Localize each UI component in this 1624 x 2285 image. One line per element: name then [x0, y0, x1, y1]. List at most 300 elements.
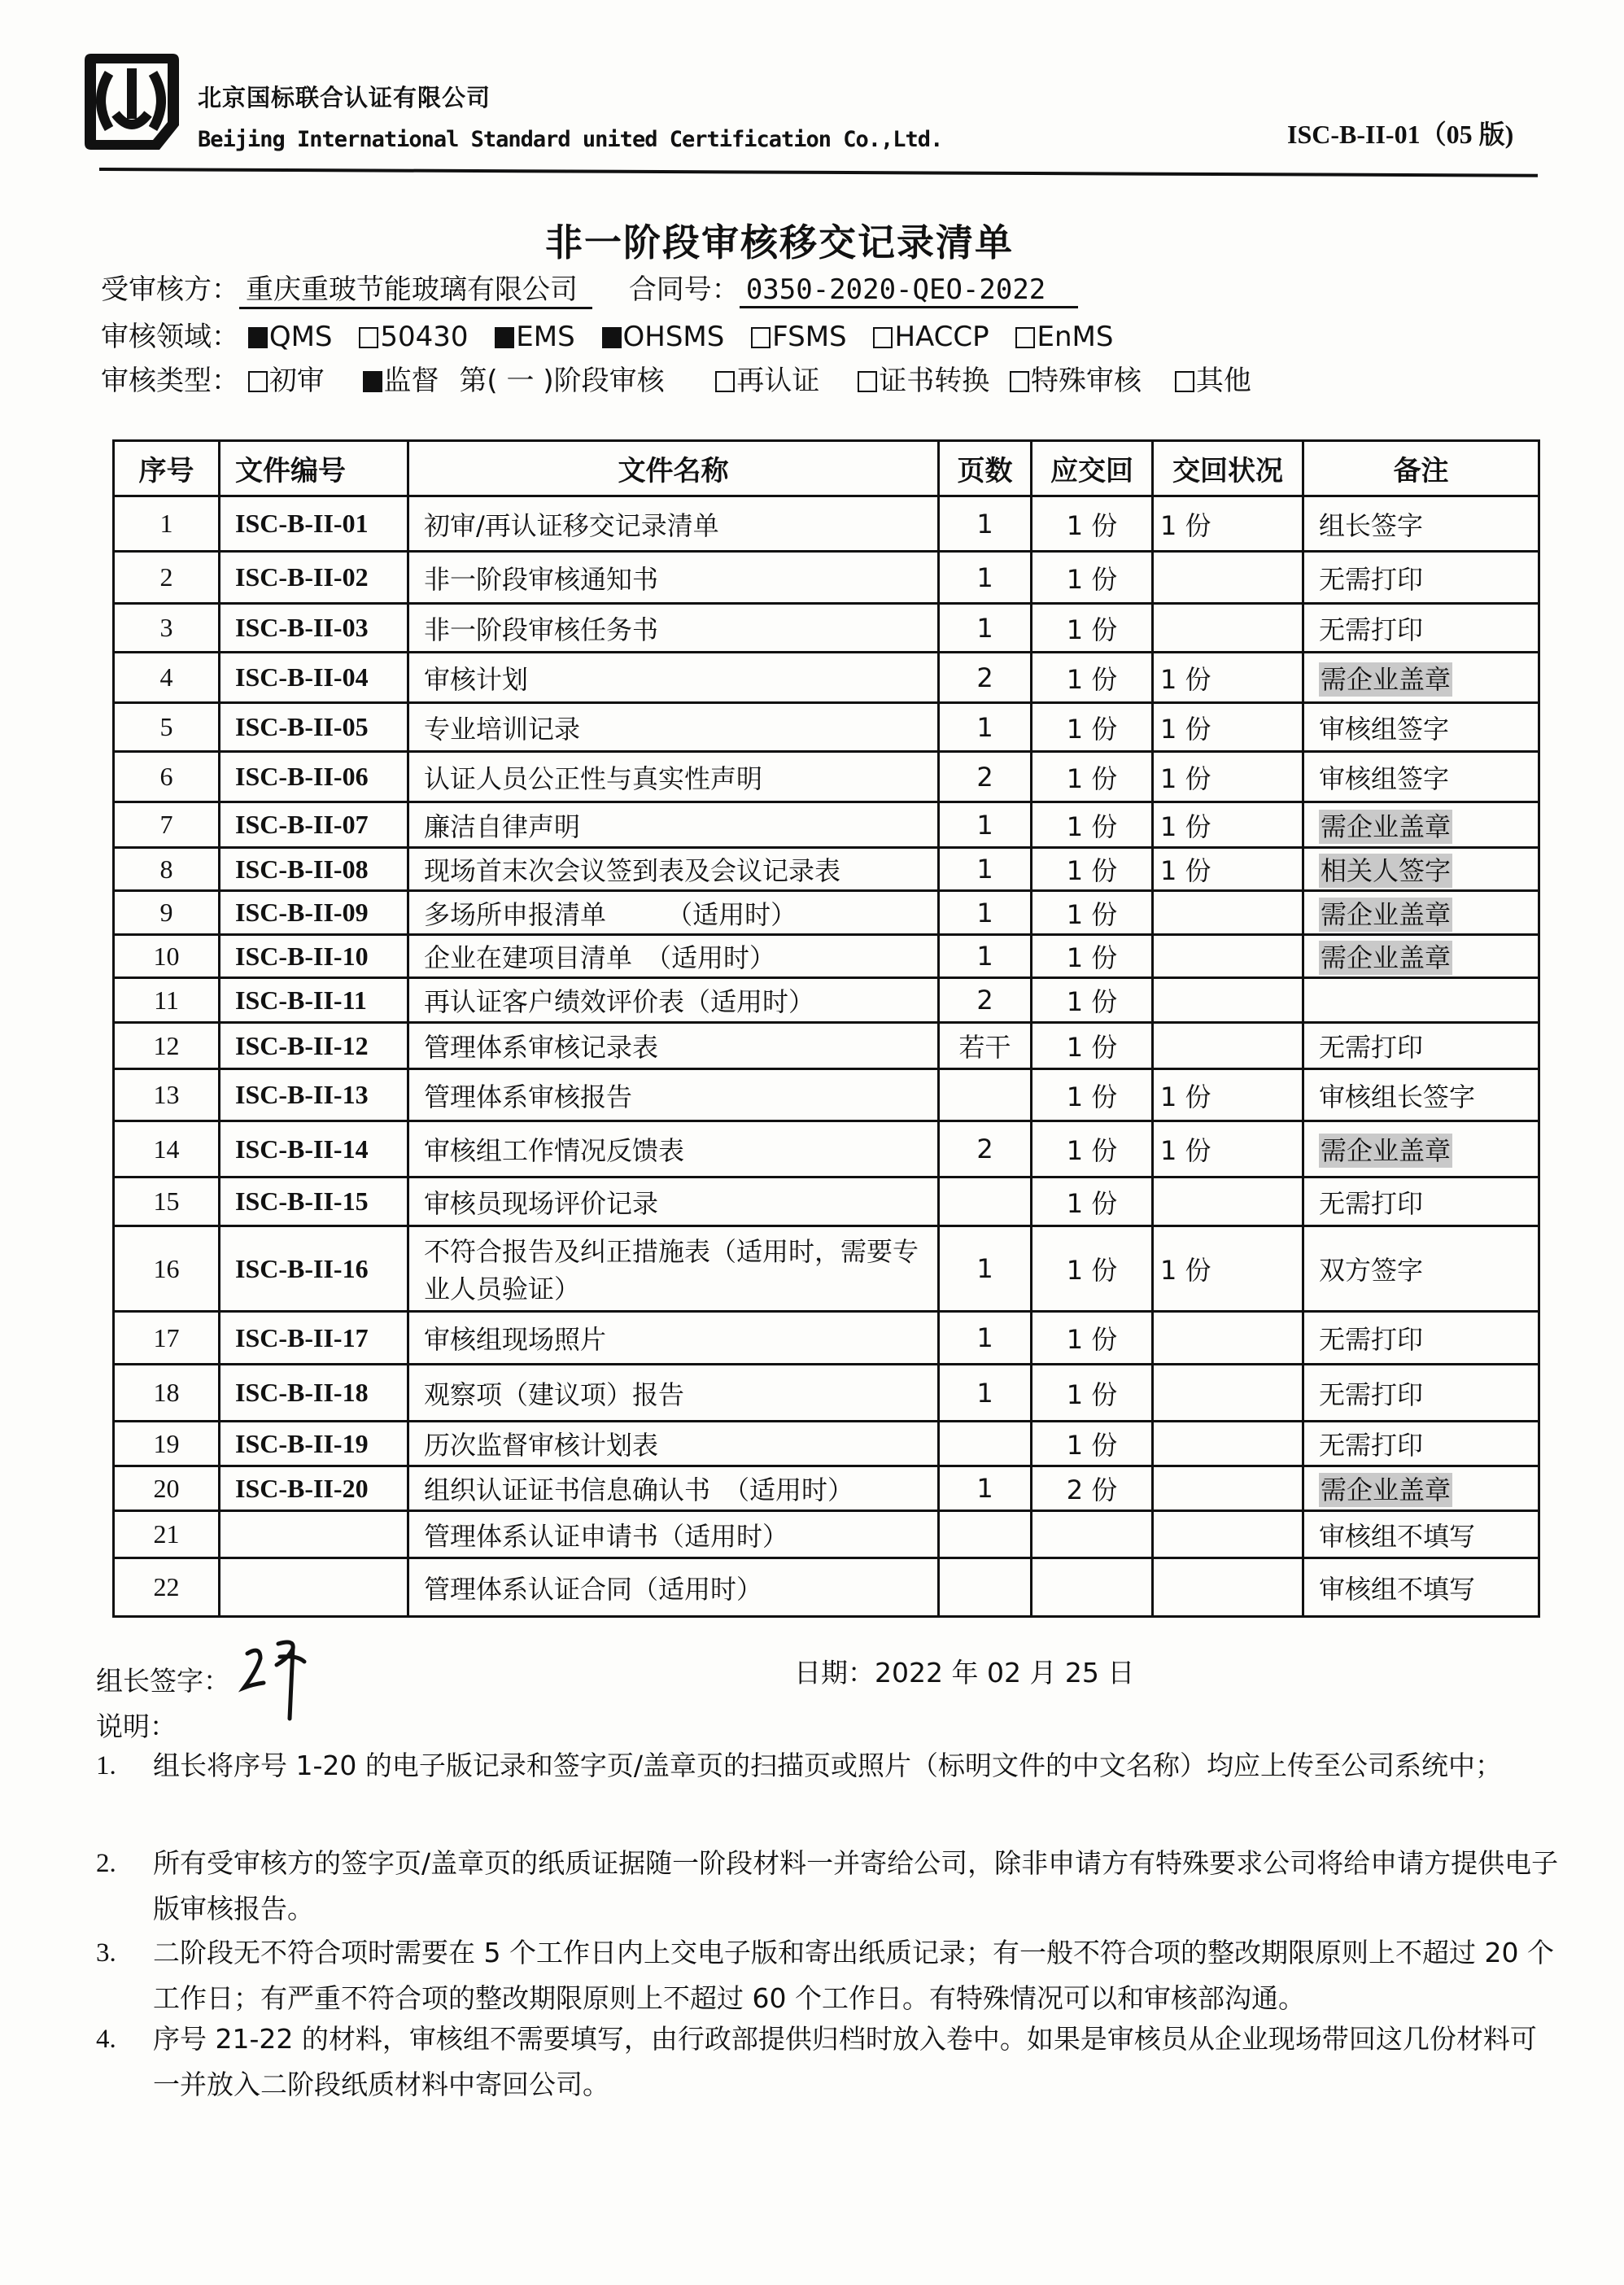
remark-cell	[1303, 1121, 1539, 1177]
page-count-cell	[939, 1069, 1032, 1121]
checkbox-checked-icon[interactable]	[495, 327, 514, 348]
file-name-cell	[408, 1069, 939, 1121]
file-name: 非一阶段审核任务书	[424, 614, 659, 645]
row-number-cell	[114, 848, 220, 891]
returned-status: 1 份	[1160, 855, 1211, 886]
remark: 无需打印	[1319, 1378, 1424, 1410]
remark: 无需打印	[1319, 1032, 1424, 1063]
returned-status-cell	[1153, 891, 1303, 935]
file-code: ISC-B-II-04	[235, 662, 369, 692]
returned-status: 1 份	[1160, 663, 1211, 695]
contract-value: 0350-2020-QEO-2022	[740, 273, 1078, 308]
row-number: 21	[153, 1519, 180, 1549]
file-code: ISC-B-II-11	[235, 985, 367, 1015]
row-number-cell	[114, 604, 220, 653]
remark-cell	[1303, 1069, 1539, 1121]
field-option[interactable]: QMS	[248, 321, 333, 353]
file-code-cell	[220, 1466, 408, 1511]
remark: 无需打印	[1319, 614, 1424, 645]
page-count-cell	[939, 703, 1032, 752]
row-number-cell	[114, 1023, 220, 1069]
remark: 组长签字	[1319, 509, 1424, 541]
field-option[interactable]: OHSMS	[602, 321, 725, 353]
required-copies: 1 份	[1066, 1430, 1118, 1461]
returned-status: 1 份	[1160, 1255, 1211, 1286]
checkbox-checked-icon[interactable]	[602, 327, 622, 348]
required-copies-cell	[1032, 703, 1153, 752]
table-row	[114, 653, 1539, 703]
row-number-cell	[114, 1121, 220, 1177]
row-number: 22	[153, 1572, 180, 1601]
checkbox-empty-icon[interactable]	[715, 371, 735, 392]
page-count-cell	[939, 891, 1032, 935]
page-count-cell	[939, 1511, 1032, 1558]
remark-cell	[1303, 1466, 1539, 1511]
remark-cell	[1303, 604, 1539, 653]
page-count: 1	[976, 854, 993, 885]
row-number-cell	[114, 653, 220, 703]
field-option[interactable]: 50430	[359, 321, 468, 353]
file-code-cell	[220, 1121, 408, 1177]
file-code-cell	[220, 1226, 408, 1312]
col-header: 序号	[114, 441, 220, 496]
file-name: 审核组现场照片	[424, 1324, 607, 1355]
page-count: 1	[976, 711, 993, 743]
file-name: 专业培训记录	[424, 713, 581, 745]
note-item: 2. 所有受审核方的签字页/盖章页的纸质证据随一阶段材料一并寄给公司，除非申请方有特殊要求公司将给申请方提供电子版审核报告。	[96, 1847, 1559, 1925]
table-row	[114, 1466, 1539, 1511]
file-code: ISC-B-II-18	[235, 1378, 369, 1407]
file-code: ISC-B-II-02	[235, 562, 369, 592]
table-row	[114, 1422, 1539, 1466]
remark: 审核组不填写	[1319, 1573, 1476, 1605]
table-row	[114, 1069, 1539, 1121]
returned-status: 1 份	[1160, 1135, 1211, 1166]
required-copies-cell	[1032, 978, 1153, 1023]
file-name-cell	[408, 891, 939, 935]
file-code-cell	[220, 802, 408, 848]
field-option[interactable]: EnMS	[1015, 321, 1113, 353]
returned-status-cell	[1153, 978, 1303, 1023]
page-count: 1	[976, 809, 993, 841]
returned-status-cell	[1153, 1466, 1303, 1511]
col-header: 交回状况	[1153, 441, 1303, 496]
type-initial[interactable]: 初审	[248, 365, 325, 397]
required-copies: 1 份	[1066, 663, 1118, 695]
required-copies-cell	[1032, 848, 1153, 891]
required-copies: 1 份	[1066, 986, 1118, 1017]
remark-cell	[1303, 891, 1539, 935]
checkbox-empty-icon[interactable]	[1175, 371, 1194, 392]
file-name-cell	[408, 848, 939, 891]
required-copies: 1 份	[1066, 614, 1118, 645]
file-name: 管理体系认证合同（适用时）	[424, 1573, 763, 1605]
row-number: 6	[159, 762, 173, 791]
auditee-line	[101, 267, 1078, 309]
table-row	[114, 1023, 1539, 1069]
checkbox-empty-icon[interactable]	[1010, 371, 1029, 392]
page-count-cell	[939, 552, 1032, 604]
required-copies-cell	[1032, 1511, 1153, 1558]
table-row	[114, 552, 1539, 604]
page-count: 1	[976, 1473, 993, 1504]
file-name-cell	[408, 1312, 939, 1365]
required-copies: 1 份	[1066, 1032, 1118, 1063]
row-number: 16	[153, 1253, 180, 1283]
page-count-cell	[939, 653, 1032, 703]
table-row	[114, 848, 1539, 891]
remark-cell	[1303, 978, 1539, 1023]
returned-status-cell	[1153, 1023, 1303, 1069]
file-name-cell	[408, 935, 939, 978]
col-header: 备注	[1303, 441, 1539, 496]
table-row	[114, 1558, 1539, 1617]
remark-cell	[1303, 935, 1539, 978]
file-code: ISC-B-II-03	[235, 613, 369, 642]
returned-status: 1 份	[1160, 713, 1211, 745]
file-code: ISC-B-II-06	[235, 762, 369, 791]
returned-status-cell	[1153, 752, 1303, 802]
remark: 需企业盖章	[1321, 1135, 1452, 1166]
required-copies-cell	[1032, 1422, 1153, 1466]
row-number-cell	[114, 802, 220, 848]
transfer-record-table	[112, 439, 1540, 1618]
page-count-cell	[939, 1422, 1032, 1466]
required-copies: 1 份	[1066, 942, 1118, 973]
file-code-cell	[220, 604, 408, 653]
auditee-label: 受审核方：	[101, 273, 239, 306]
field-option[interactable]: EMS	[495, 321, 574, 353]
required-copies: 1 份	[1066, 713, 1118, 745]
row-number: 4	[159, 662, 173, 692]
page-count-cell	[939, 1023, 1032, 1069]
table-row	[114, 891, 1539, 935]
file-code-cell	[220, 653, 408, 703]
row-number-cell	[114, 1558, 220, 1617]
file-name-cell	[408, 653, 939, 703]
remark-cell	[1303, 653, 1539, 703]
returned-status: 1 份	[1160, 762, 1211, 794]
page-count: 若干	[958, 1032, 1011, 1063]
required-copies: 1 份	[1066, 810, 1118, 842]
file-name: 审核组工作情况反馈表	[424, 1135, 685, 1166]
required-copies-cell	[1032, 1023, 1153, 1069]
page-count: 1	[976, 1253, 993, 1284]
file-code-cell	[220, 891, 408, 935]
file-name-cell	[408, 1365, 939, 1422]
file-name: 历次监督审核计划表	[424, 1430, 659, 1461]
remark: 无需打印	[1319, 563, 1424, 595]
file-code: ISC-B-II-08	[235, 854, 369, 884]
file-code: ISC-B-II-16	[235, 1253, 369, 1283]
remark: 双方签字	[1319, 1255, 1424, 1286]
remark: 审核组不填写	[1319, 1520, 1476, 1552]
required-copies-cell	[1032, 1121, 1153, 1177]
page-count-cell	[939, 752, 1032, 802]
table-row	[114, 1177, 1539, 1226]
file-name: 再认证客户绩效评价表（适用时）	[424, 986, 815, 1017]
file-name-cell	[408, 1177, 939, 1226]
file-name: 审核员现场评价记录	[424, 1187, 659, 1219]
row-number: 14	[153, 1134, 180, 1164]
file-name-cell	[408, 1226, 939, 1312]
row-number: 10	[153, 941, 180, 971]
auditee-value: 重庆重玻节能玻璃有限公司	[239, 267, 592, 309]
remark-cell	[1303, 1422, 1539, 1466]
table-body	[114, 496, 1539, 1617]
file-code-cell	[220, 1177, 408, 1226]
table-row	[114, 1312, 1539, 1365]
file-name: 廉洁自律声明	[424, 810, 581, 842]
checkbox-empty-icon[interactable]	[858, 371, 877, 392]
row-number-cell	[114, 1177, 220, 1226]
file-name: 企业在建项目清单 （适用时）	[424, 942, 776, 973]
type-recert[interactable]: 再认证	[715, 365, 819, 397]
page-count: 2	[976, 761, 993, 793]
remark: 需企业盖章	[1321, 898, 1452, 930]
required-copies: 2 份	[1066, 1475, 1118, 1505]
returned-status-cell	[1153, 1422, 1303, 1466]
returned-status-cell	[1153, 802, 1303, 848]
file-name-cell	[408, 1023, 939, 1069]
row-number: 11	[154, 985, 179, 1015]
field-option[interactable]: HACCP	[873, 321, 989, 353]
table-row	[114, 496, 1539, 552]
page-count: 1	[976, 1322, 993, 1353]
file-name-cell	[408, 1511, 939, 1558]
required-copies: 1 份	[1066, 563, 1118, 595]
file-code-cell	[220, 496, 408, 552]
checkbox-checked-icon[interactable]	[248, 327, 268, 348]
remark: 相关人签字	[1321, 855, 1452, 886]
row-number: 18	[153, 1378, 180, 1407]
type-surveillance[interactable]: 监督	[363, 365, 439, 397]
table-row	[114, 1365, 1539, 1422]
returned-status-cell	[1153, 935, 1303, 978]
type-transfer[interactable]: 证书转换	[858, 365, 989, 397]
row-number-cell	[114, 703, 220, 752]
file-code: ISC-B-II-15	[235, 1186, 369, 1216]
remark: 审核组签字	[1319, 762, 1450, 794]
table-row	[114, 1226, 1539, 1312]
checkbox-empty-icon[interactable]	[359, 327, 378, 348]
page-count: 1	[976, 561, 993, 593]
file-name: 管理体系认证申请书（适用时）	[424, 1520, 789, 1552]
table-row	[114, 978, 1539, 1023]
page-count-cell	[939, 1121, 1032, 1177]
file-name: 不符合报告及纠正措施表（适用时，需要专业人员验证）	[424, 1236, 919, 1304]
row-number: 12	[153, 1030, 180, 1060]
row-number-cell	[114, 496, 220, 552]
page-count: 1	[976, 1377, 993, 1409]
file-name: 非一阶段审核通知书	[424, 563, 659, 595]
type-special[interactable]: 特殊审核	[1010, 365, 1142, 397]
page-count: 2	[976, 985, 993, 1016]
returned-status: 1 份	[1160, 509, 1211, 541]
returned-status: 1 份	[1160, 810, 1211, 842]
row-number: 3	[159, 613, 173, 642]
note-item: 3. 二阶段无不符合项时需要在 5 个工作日内上交电子版和寄出纸质记录；有一般不符合项的整改期限原则上不超过 20 个工作日；有严重不符合项的整改期限原则上不超过 60 个工作日。有特殊情况可以和审核部沟通。	[96, 1937, 1554, 2014]
file-name-cell	[408, 703, 939, 752]
file-code-cell	[220, 848, 408, 891]
remark-cell	[1303, 802, 1539, 848]
file-code: ISC-B-II-14	[235, 1134, 369, 1164]
remark-cell	[1303, 1023, 1539, 1069]
file-code-cell	[220, 978, 408, 1023]
table-row	[114, 1511, 1539, 1558]
required-copies-cell	[1032, 1312, 1153, 1365]
leader-signature-label: 组长签字：	[96, 1665, 230, 1697]
file-name: 初审/再认证移交记录清单	[424, 509, 719, 541]
required-copies: 1 份	[1066, 1255, 1118, 1286]
returned-status-cell	[1153, 1312, 1303, 1365]
col-header: 应交回	[1032, 441, 1153, 496]
bisc-logo-icon	[81, 50, 182, 153]
file-code-cell	[220, 703, 408, 752]
returned-status-cell	[1153, 848, 1303, 891]
row-number-cell	[114, 1312, 220, 1365]
returned-status-cell	[1153, 653, 1303, 703]
file-code: ISC-B-II-20	[235, 1473, 369, 1503]
row-number: 13	[153, 1080, 180, 1109]
date-field: 日期：2022 年 02 月 25 日	[794, 1657, 1135, 1689]
remark-cell	[1303, 1177, 1539, 1226]
file-name-cell	[408, 752, 939, 802]
page-count: 1	[976, 508, 993, 540]
checkbox-empty-icon[interactable]	[248, 371, 268, 392]
returned-status-cell	[1153, 604, 1303, 653]
file-code: ISC-B-II-19	[235, 1428, 369, 1458]
row-number-cell	[114, 552, 220, 604]
row-number: 20	[153, 1473, 180, 1503]
file-code-cell	[220, 1365, 408, 1422]
file-code: ISC-B-II-05	[235, 712, 369, 741]
remark-cell	[1303, 1558, 1539, 1617]
required-copies-cell	[1032, 935, 1153, 978]
page-count-cell	[939, 1177, 1032, 1226]
notes-heading: 说明：	[96, 1710, 177, 1742]
checkbox-empty-icon[interactable]	[1015, 327, 1035, 348]
row-number: 9	[159, 898, 173, 927]
note-item: 4. 序号 21-22 的材料，审核组不需要填写，由行政部提供归档时放入卷中。如果是审核员从企业现场带回这几份材料可一并放入二阶段纸质材料中寄回公司。	[96, 2023, 1537, 2100]
remark: 无需打印	[1319, 1324, 1424, 1355]
required-copies-cell	[1032, 1226, 1153, 1312]
page-count-cell	[939, 1558, 1032, 1617]
required-copies-cell	[1032, 653, 1153, 703]
page-count-cell	[939, 1466, 1032, 1511]
row-number: 15	[153, 1186, 180, 1216]
col-header: 文件名称	[408, 441, 939, 496]
file-name-cell	[408, 802, 939, 848]
file-name: 审核计划	[424, 663, 529, 695]
table-row	[114, 935, 1539, 978]
row-number-cell	[114, 1226, 220, 1312]
checkbox-empty-icon[interactable]	[751, 327, 771, 348]
form-number: ISC-B-II-01（05 版)	[1287, 120, 1514, 149]
required-copies: 1 份	[1066, 509, 1118, 541]
returned-status-cell	[1153, 703, 1303, 752]
file-code-cell	[220, 1558, 408, 1617]
remark-cell	[1303, 552, 1539, 604]
returned-status-cell	[1153, 1069, 1303, 1121]
file-code: ISC-B-II-07	[235, 810, 369, 839]
file-name-cell	[408, 1121, 939, 1177]
required-copies-cell	[1032, 1365, 1153, 1422]
required-copies-cell	[1032, 1558, 1153, 1617]
returned-status-cell	[1153, 1558, 1303, 1617]
page-count-cell	[939, 1226, 1032, 1312]
returned-status: 1 份	[1160, 1081, 1211, 1112]
remark-cell	[1303, 703, 1539, 752]
required-copies-cell	[1032, 1466, 1153, 1511]
required-copies: 1 份	[1066, 1135, 1118, 1166]
table-row	[114, 703, 1539, 752]
stage-number: 第( 一 )阶段审核	[459, 365, 665, 397]
file-name-cell	[408, 496, 939, 552]
file-name: 管理体系审核记录表	[424, 1032, 659, 1063]
type-other[interactable]: 其他	[1175, 365, 1251, 397]
file-name: 认证人员公正性与真实性声明	[424, 762, 763, 794]
file-code-cell	[220, 752, 408, 802]
file-code: ISC-B-II-17	[235, 1322, 369, 1352]
page-count-cell	[939, 848, 1032, 891]
required-copies: 1 份	[1066, 1081, 1118, 1112]
returned-status-cell	[1153, 1177, 1303, 1226]
file-name-cell	[408, 1558, 939, 1617]
file-name-cell	[408, 552, 939, 604]
file-code-cell	[220, 552, 408, 604]
row-number-cell	[114, 978, 220, 1023]
required-copies-cell	[1032, 496, 1153, 552]
required-copies-cell	[1032, 552, 1153, 604]
header-divider	[99, 168, 1538, 177]
required-copies: 1 份	[1066, 1187, 1118, 1219]
handwritten-signature	[236, 1637, 334, 1727]
file-name-cell	[408, 1466, 939, 1511]
file-name: 现场首末次会议签到表及会议记录表	[424, 855, 841, 886]
file-code: ISC-B-II-09	[235, 898, 369, 927]
file-code: ISC-B-II-13	[235, 1080, 369, 1109]
file-code: ISC-B-II-01	[235, 509, 369, 538]
table-header-row	[114, 441, 1539, 496]
remark-cell	[1303, 1365, 1539, 1422]
checkbox-empty-icon[interactable]	[873, 327, 893, 348]
file-code-cell	[220, 1511, 408, 1558]
remark-cell	[1303, 1511, 1539, 1558]
document-title: 非一阶段审核移交记录清单	[545, 221, 1014, 264]
required-copies: 1 份	[1066, 1378, 1118, 1410]
row-number: 5	[159, 712, 173, 741]
file-name: 管理体系审核报告	[424, 1081, 633, 1112]
page-count: 2	[976, 662, 993, 693]
returned-status-cell	[1153, 1226, 1303, 1312]
audit-fields-line	[101, 314, 1131, 354]
remark-cell	[1303, 1226, 1539, 1312]
page-count-cell	[939, 802, 1032, 848]
row-number-cell	[114, 891, 220, 935]
required-copies: 1 份	[1066, 898, 1118, 930]
returned-status-cell	[1153, 1121, 1303, 1177]
remark-cell	[1303, 496, 1539, 552]
returned-status-cell	[1153, 1365, 1303, 1422]
checkbox-checked-icon[interactable]	[363, 371, 382, 392]
audit-type-line	[101, 358, 1251, 398]
row-number-cell	[114, 1422, 220, 1466]
row-number: 1	[159, 509, 173, 538]
row-number: 2	[159, 562, 173, 592]
file-name-cell	[408, 1422, 939, 1466]
field-option[interactable]: FSMS	[751, 321, 846, 353]
